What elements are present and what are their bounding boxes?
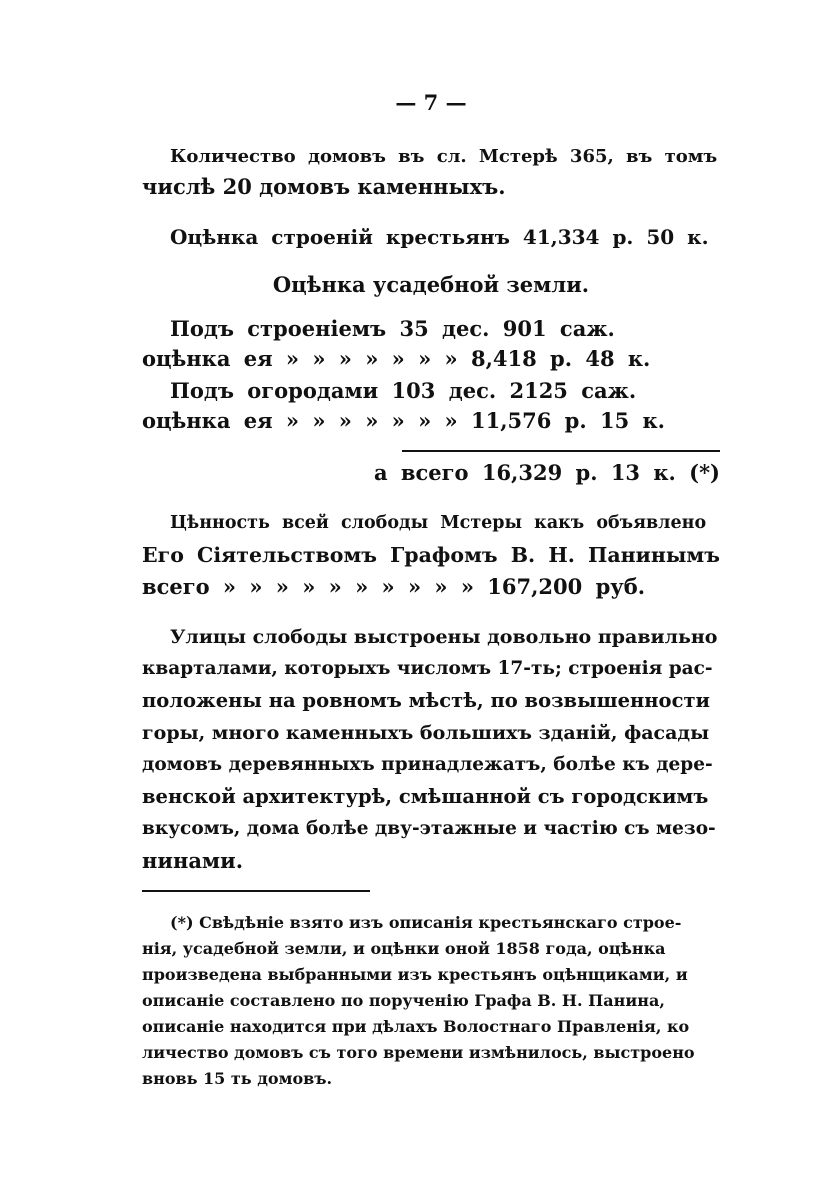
estate-land-heading: Оцѣнка усадебной земли. (272, 272, 590, 297)
footnote-line-3: произведена выбранными изъ крестьянъ оцѣнщиками, и (142, 965, 688, 984)
sum-rule (402, 450, 720, 452)
streets-line-4: горы, много каменныхъ большихъ зданій, фасады (142, 722, 710, 744)
streets-line-2: кварталами, которыхъ числомъ 17-ть; строенія рас- (142, 658, 713, 679)
page-number: — 7 — (395, 90, 467, 115)
houses-line-1: Количество домовъ въ сл. Мстерѣ 365, въ томъ (170, 146, 718, 167)
value-line-1: Цѣнность всей слободы Мстеры какъ объявлено (170, 513, 707, 533)
footnote-line-5: описаніе находится при дѣлахъ Волостнаго Правленія, ко (142, 1017, 690, 1036)
land-row-4: оцѣнка ея » » » » » » » 11,576 р. 15 к. (142, 408, 665, 433)
streets-line-5: домовъ деревянныхъ принадлежатъ, болѣе къ дере- (142, 754, 713, 775)
streets-line-6: венской архитектурѣ, смѣшанной съ городскимъ (142, 785, 709, 808)
houses-line-2: числѣ 20 домовъ каменныхъ. (142, 174, 506, 199)
value-line-3: всего » » » » » » » » » » 167,200 руб. (142, 574, 646, 599)
streets-line-8: нинами. (142, 848, 244, 873)
footnote-line-1: (*) Свѣдѣніе взято изъ описанія крестьянскаго строе- (170, 913, 682, 932)
footnote-line-2: нія, усадебной земли, и оцѣнки оной 1858 года, оцѣнка (142, 939, 666, 958)
value-line-2: Его Сіятельствомъ Графомъ В. Н. Панинымъ (142, 543, 720, 567)
footnote-line-7: вновь 15 ть домовъ. (142, 1069, 333, 1088)
buildings-estimate: Оцѣнка строеній крестьянъ 41,334 р. 50 к. (170, 225, 709, 249)
land-row-2: оцѣнка ея » » » » » » » 8,418 р. 48 к. (142, 346, 651, 371)
footnote-line-6: личество домовъ съ того времени измѣнилось, выстроено (142, 1043, 695, 1062)
total-line: а всего 16,329 р. 13 к. (*) (373, 460, 720, 485)
streets-line-3: положены на ровномъ мѣстѣ, по возвышенности (142, 689, 710, 712)
streets-line-1: Улицы слободы выстроены довольно правильно (170, 626, 718, 648)
streets-line-7: вкусомъ, дома болѣе дву-этажные и частію съ мезо- (142, 818, 716, 839)
land-row-3: Подъ огородами 103 дес. 2125 саж. (170, 378, 637, 403)
footnote-line-4: описаніе составлено по порученію Графа В. Н. Панина, (142, 991, 665, 1010)
footnote-rule (142, 890, 370, 892)
land-row-1: Подъ строеніемъ 35 дес. 901 саж. (170, 316, 615, 341)
